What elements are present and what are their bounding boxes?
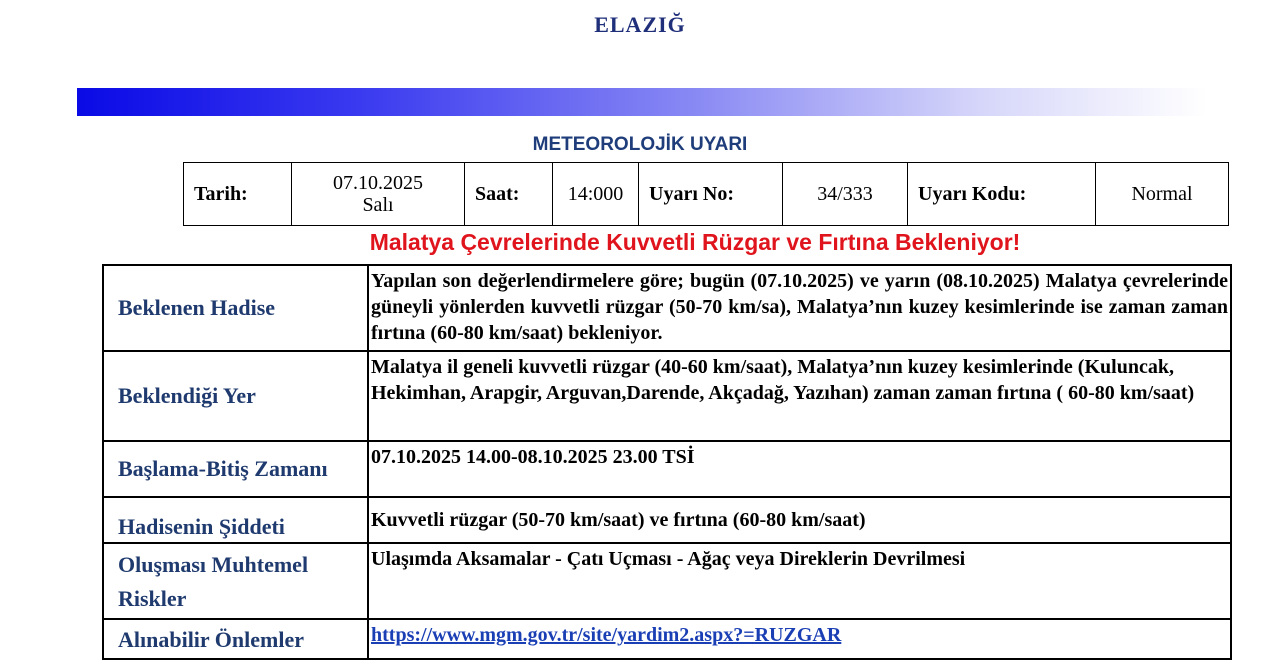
table-row — [103, 497, 1231, 543]
warning-no-label: Uyarı No: — [639, 163, 783, 226]
day-text: Salı — [362, 194, 394, 216]
precautions-cell — [368, 619, 1231, 659]
start-end-time-label: Başlama-Bitiş Zamanı — [103, 441, 368, 497]
expected-location-text: Malatya il geneli kuvvetli rüzgar (40-60 km/saat), Malatya’nın kuzey kesimlerinde (Kuluncak, Hekimhan, Arapgir, Arguvan,Darende, Akçadağ, Yazıhan) zaman zaman fırtına ( 60-80 km/saat) — [368, 351, 1231, 441]
possible-risks-text: Ulaşımda Aksamalar - Çatı Uçması - Ağaç veya Direklerin Devrilmesi — [368, 543, 1231, 619]
city-title: ELAZIĞ — [594, 12, 686, 37]
warning-info-table — [183, 162, 1229, 226]
possible-risks-label: Oluşması Muhtemel Riskler — [103, 543, 368, 619]
expected-event-label: Beklenen Hadise — [103, 265, 368, 351]
section-title: METEOROLOJİK UYARI — [532, 134, 748, 155]
warning-code-value: Normal — [1096, 163, 1229, 226]
warning-headline: Malatya Çevrelerinde Kuvvetli Rüzgar ve Fırtına Bekleniyor! — [369, 229, 1021, 255]
table-row — [103, 351, 1231, 441]
table-row — [103, 619, 1231, 659]
table-row — [103, 441, 1231, 497]
time-label: Saat: — [465, 163, 553, 226]
decorative-gradient-bar — [77, 88, 1207, 116]
severity-text: Kuvvetli rüzgar (50-70 km/saat) ve fırtına (60-80 km/saat) — [368, 497, 1231, 543]
expected-event-text: Yapılan son değerlendirmelere göre; bugün (07.10.2025) ve yarın (08.10.2025) Malatya çevrelerinde güneyli yönlerden kuvvetli rüzgar (50-70 km/sa), Malatya’nın kuzey kesimlerinde ise zaman zaman fırtına (60-80 km/saat) bekleniyor. — [368, 265, 1231, 351]
table-row — [103, 543, 1231, 619]
time-value: 14:000 — [553, 163, 639, 226]
precautions-link[interactable]: https://www.mgm.gov.tr/site/yardim2.aspx?=RUZGAR — [371, 624, 842, 646]
table-row — [103, 265, 1231, 351]
date-text: 07.10.2025 — [333, 172, 423, 194]
date-value — [292, 163, 465, 226]
warning-detail-table — [102, 264, 1232, 660]
date-label: Tarih: — [184, 163, 292, 226]
expected-location-label: Beklendiği Yer — [103, 351, 368, 441]
severity-label: Hadisenin Şiddeti — [103, 497, 368, 543]
warning-code-label: Uyarı Kodu: — [908, 163, 1096, 226]
cut-off-heading — [560, 0, 790, 4]
precautions-label: Alınabilir Önlemler — [103, 619, 368, 659]
start-end-time-text: 07.10.2025 14.00-08.10.2025 23.00 TSİ — [368, 441, 1231, 497]
warning-no-value: 34/333 — [783, 163, 908, 226]
